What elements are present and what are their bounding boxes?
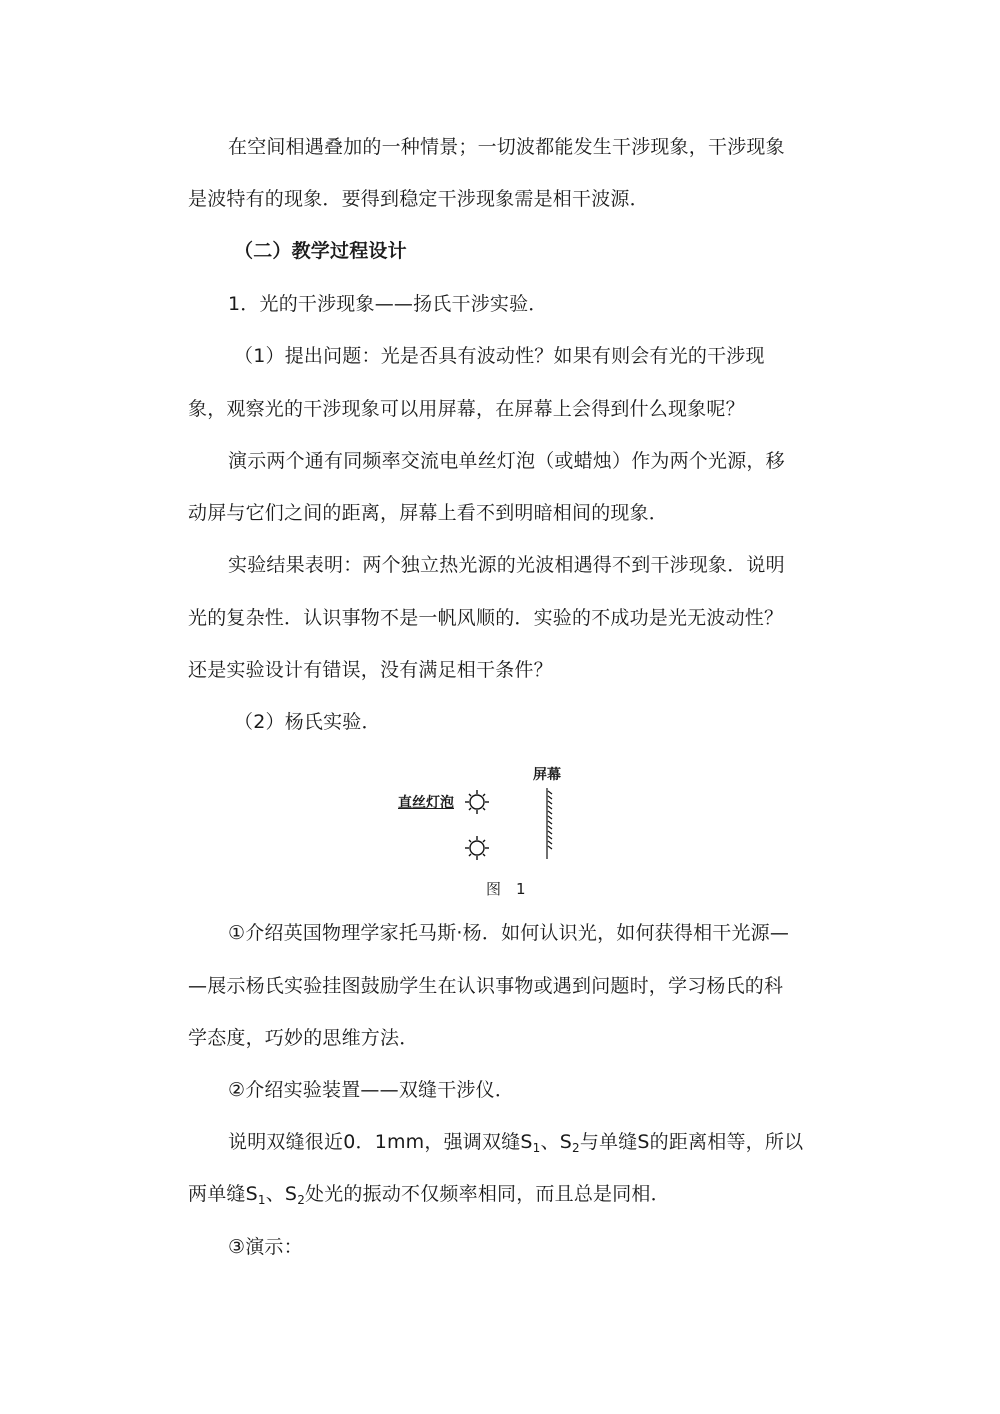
paragraph-line: ①介绍英国物理学家托马斯·杨．如何认识光，如何获得相干光源— <box>228 922 790 944</box>
text-run: 两单缝S <box>188 1183 258 1205</box>
paragraph-line <box>188 1181 670 1207</box>
paragraph-line: 在空间相遇叠加的一种情景；一切波都能发生干涉现象，干涉现象 <box>228 136 785 158</box>
paragraph-line: （1）提出问题：光是否具有波动性？如果有则会有光的干涉现 <box>234 345 765 367</box>
figure-young-experiment <box>380 755 620 905</box>
paragraph-line: ③演示： <box>228 1236 303 1258</box>
subsection-heading: 1．光的干涉现象——扬氏干涉实验． <box>228 293 548 315</box>
bulb-label: 直丝灯泡 <box>398 795 454 811</box>
light-bulb-icon <box>465 790 489 814</box>
subscript: 1 <box>532 1141 541 1155</box>
light-bulb-icon <box>465 836 489 860</box>
section-heading: （二）教学过程设计 <box>234 240 407 262</box>
paragraph-line: 实验结果表明：两个独立热光源的光波相遇得不到干涉现象．说明 <box>228 554 785 576</box>
text-run: 处光的振动不仅频率相同，而且总是同相． <box>305 1183 670 1205</box>
paragraph-line: 动屏与它们之间的距离，屏幕上看不到明暗相间的现象． <box>188 502 669 524</box>
figure-drawing <box>380 755 620 875</box>
subscript: 1 <box>257 1193 266 1207</box>
paragraph-line <box>228 1129 803 1155</box>
screen-label: 屏幕 <box>533 767 561 783</box>
paragraph-line: 光的复杂性．认识事物不是一帆风顺的．实验的不成功是光无波动性？ <box>188 607 784 629</box>
subscript: 2 <box>297 1193 306 1207</box>
paragraph-line: 学态度，巧妙的思维方法． <box>188 1027 419 1049</box>
paragraph-line: 演示两个通有同频率交流电单丝灯泡（或蜡烛）作为两个光源，移 <box>228 450 785 472</box>
paragraph-line: 还是实验设计有错误，没有满足相干条件？ <box>188 659 553 681</box>
text-run: 、S <box>540 1131 572 1153</box>
paragraph-line: （2）杨氏实验． <box>234 711 381 733</box>
text-run: 说明双缝很近0．1mm，强调双缝S <box>228 1131 533 1153</box>
paragraph-line: 象，观察光的干涉现象可以用屏幕，在屏幕上会得到什么现象呢？ <box>188 398 745 420</box>
paragraph-line: 是波特有的现象．要得到稳定干涉现象需是相干波源． <box>188 188 649 210</box>
paragraph-line: —展示杨氏实验挂图鼓励学生在认识事物或遇到问题时，学习杨氏的科 <box>188 975 784 997</box>
screen-icon <box>547 788 552 859</box>
figure-caption: 图 1 <box>486 880 526 898</box>
text-run: 与单缝S的距离相等，所以 <box>579 1131 804 1153</box>
text-run: 、S <box>265 1183 298 1205</box>
subscript: 2 <box>571 1141 580 1155</box>
paragraph-line: ②介绍实验装置——双缝干涉仪． <box>228 1079 515 1101</box>
